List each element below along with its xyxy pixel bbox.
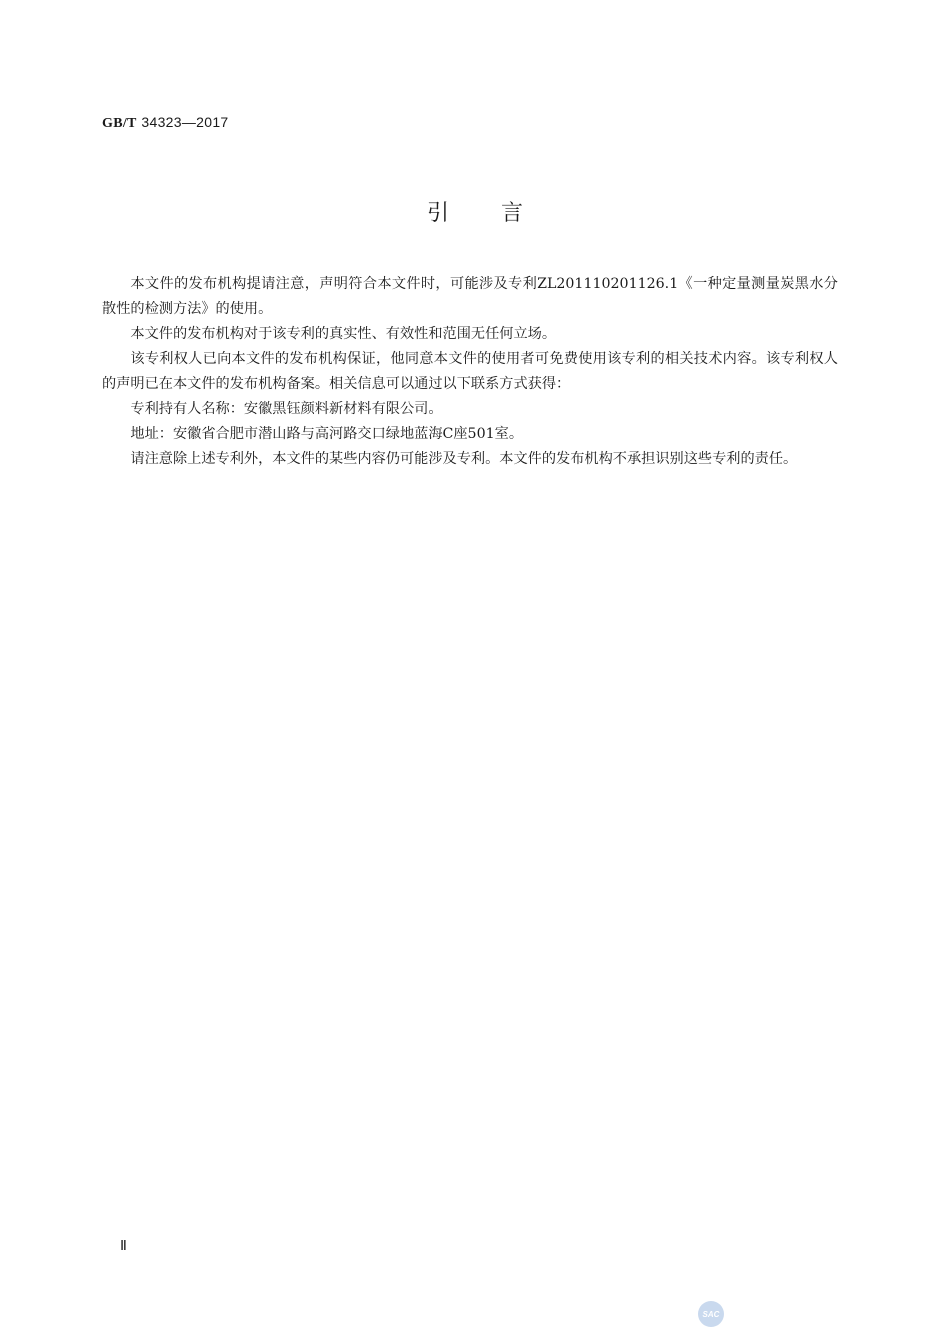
section-title: 引言 [426, 201, 575, 226]
paragraph-patent-notice: 本文件的发布机构提请注意，声明符合本文件时，可能涉及专利ZL201110201126.1《一种定量测量炭黑水分散性的检测方法》的使用。 [102, 276, 838, 317]
standard-code [102, 114, 229, 132]
watermark-label: SAC [702, 1310, 720, 1319]
standard-code-prefix: GB/T [102, 116, 137, 131]
page-number: Ⅱ [120, 1239, 127, 1254]
paragraph-patentee-assurance: 该专利权人已向本文件的发布机构保证，他同意本文件的使用者可免费使用该专利的相关技术内容。该专利权人的声明已在本文件的发布机构备案。相关信息可以通过以下联系方式获得： [102, 351, 838, 392]
paragraph-no-position: 本文件的发布机构对于该专利的真实性、有效性和范围无任何立场。 [130, 326, 557, 342]
standard-code-number: 34323—2017 [141, 114, 229, 130]
paragraph-other-patents: 请注意除上述专利外，本文件的某些内容仍可能涉及专利。本文件的发布机构不承担识别这些专利的责任。 [130, 451, 798, 467]
paragraph-address: 地址：安徽省合肥市潜山路与高河路交口绿地蓝海C座501室。 [130, 426, 524, 442]
document-body [102, 272, 838, 472]
sac-logo-watermark [697, 1300, 725, 1328]
paragraph-patent-holder: 专利持有人名称：安徽黑钰颜料新材料有限公司。 [130, 401, 443, 417]
